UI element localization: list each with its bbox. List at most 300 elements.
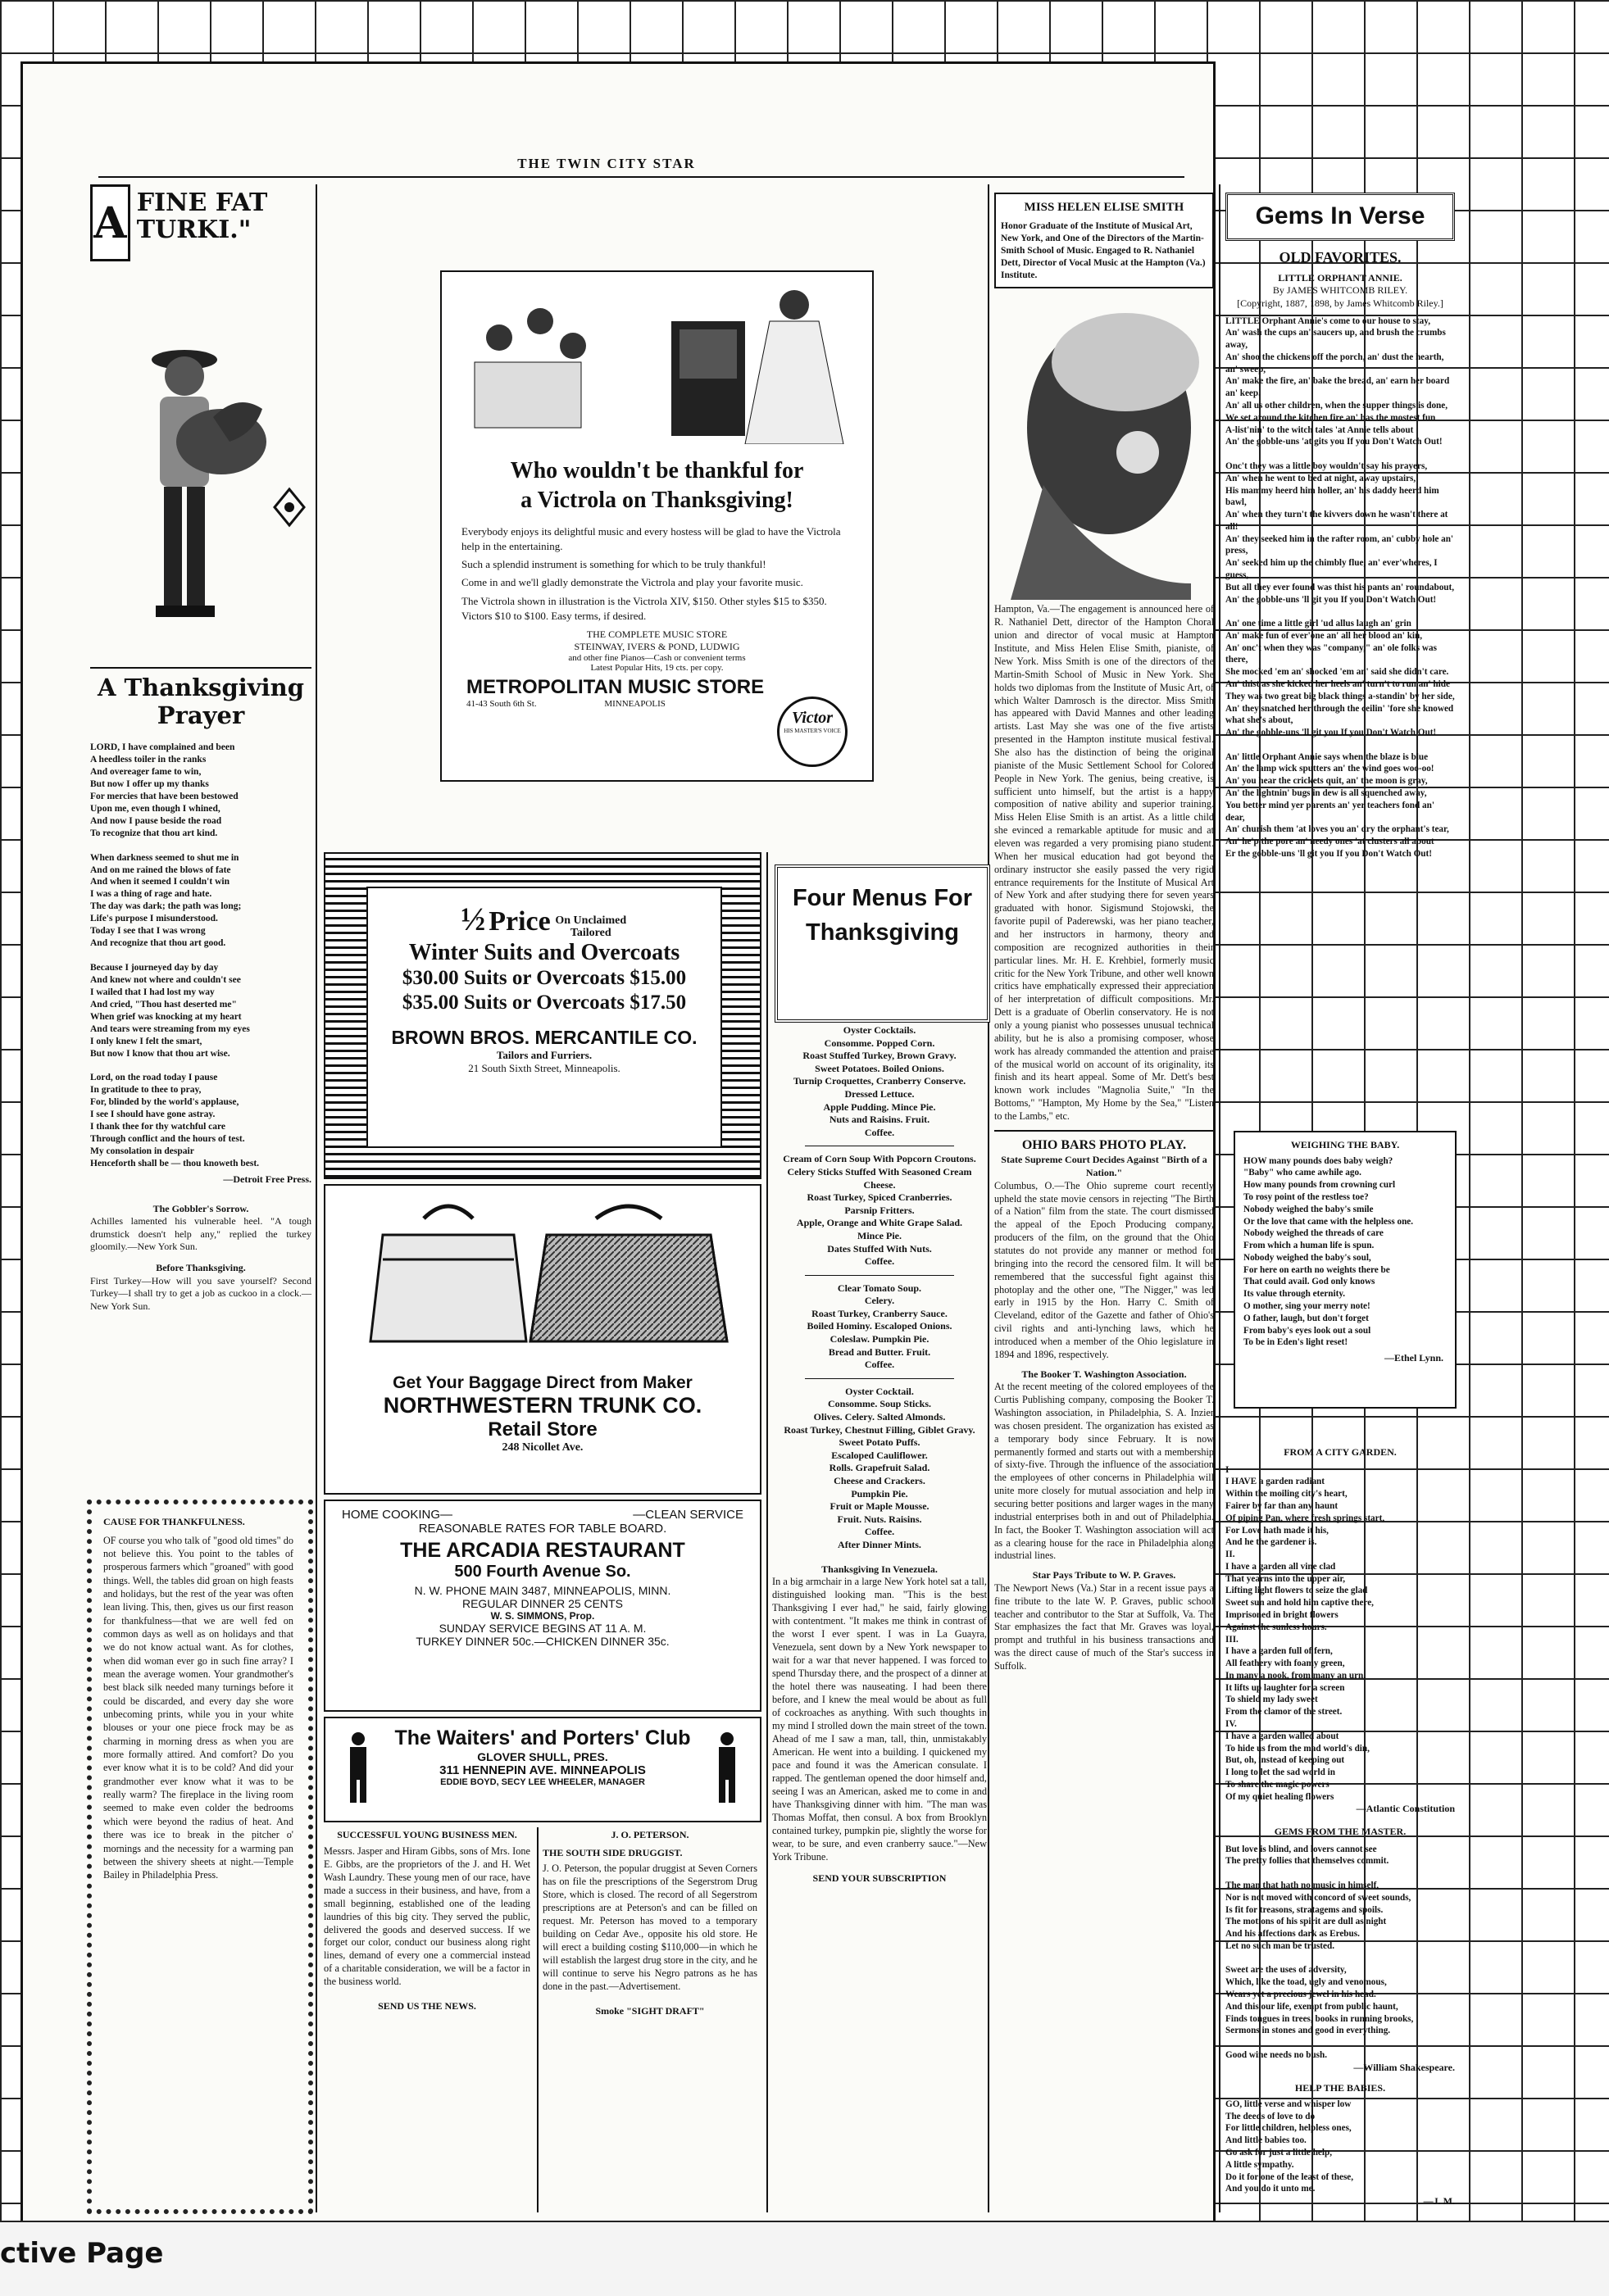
menu-4 — [772, 1386, 987, 1552]
prayer-credit: —Detroit Free Press. — [223, 1173, 311, 1185]
gems-master-credit: —William Shakespeare. — [1353, 2061, 1455, 2073]
poem-line: Of my quiet healing flowers — [1225, 1791, 1334, 1802]
poem-line: I — [1225, 1464, 1229, 1475]
poem-line: To rosy point of the restless toe? — [1243, 1191, 1369, 1202]
menu-item: Bread and Butter. Fruit. — [828, 1345, 931, 1358]
poem-line: You better mind yer parents an' yer teachers fond an' dear, — [1225, 800, 1434, 823]
sight-draft-footer: Smoke "SIGHT DRAFT" — [595, 2005, 705, 2017]
poem-line: In many a nook, from many an urn, — [1225, 1670, 1366, 1681]
poem-line: From which a human life is spun. — [1243, 1241, 1375, 1251]
venezuela-title: Thanksgiving In Venezuela. — [821, 1563, 938, 1575]
poem-line: But all they ever found was thist his pants an' roundabout, — [1225, 582, 1455, 592]
menus-title: Four Menus For Thanksgiving — [792, 885, 973, 946]
waiters-officers: EDDIE BOYD, SECY LEE WHEELER, MANAGER — [440, 1777, 645, 1787]
helen-caption-box — [994, 193, 1214, 288]
menu-item: Olives. Celery. Salted Almonds. — [813, 1411, 946, 1423]
arcadia-dinner: REGULAR DINNER 25 CENTS — [461, 1597, 624, 1610]
peterson-title: J. O. PETERSON. — [611, 1829, 689, 1840]
brown-bros-company: BROWN BROS. MERCANTILE CO. — [391, 1026, 698, 1048]
poem-line: An' the gobble-uns 'at gits you If you Don't Watch Out! — [1225, 437, 1443, 447]
poem-line: Of piping Pan, where fresh springs start, — [1225, 1513, 1385, 1523]
gems-sub: OLD FAVORITES. — [1279, 248, 1402, 265]
menu-item: Coleslaw. Pumpkin Pie. — [829, 1333, 929, 1345]
poem-line: Go ask for just a little help, — [1225, 2148, 1333, 2158]
poem-line: Nobody weighed the baby's smile — [1243, 1204, 1374, 1214]
poem-line: Do it for one of the least of these, — [1225, 2171, 1354, 2182]
prayer-line: For mercies that have been bestowed — [90, 791, 239, 801]
garden-credit: —Atlantic Constitution — [1356, 1803, 1455, 1815]
prayer-line: And now I pause beside the road — [90, 815, 222, 826]
prayer-line: When darkness seemed to shut me in — [90, 852, 239, 863]
poem-line: An' all us other children, when the supper things is done, — [1225, 401, 1448, 411]
waiters-name: The Waiters' and Porters' Club — [394, 1727, 691, 1749]
brown-bros-line-1: Winter Suits and Overcoats — [408, 939, 680, 965]
menu-item: Clear Tomato Soup. — [837, 1282, 922, 1294]
waiters-pres: GLOVER SHULL, PRES. — [477, 1750, 608, 1763]
waiter-figure-icon — [342, 1731, 375, 1804]
poem-line: Nobody weighed the threads of care — [1243, 1228, 1384, 1239]
poem-line: An' churish them 'at loves you an' dry the orphant's tear, — [1225, 824, 1449, 835]
column-5-lower — [1225, 1446, 1455, 2208]
helen-article: Hampton, Va.—The engagement is announced here of R. Nathaniel Dett, director of the Hampton Choral union and director of vocal music at Hampton Institute, and Miss Helen Elise Smith, pianiste, of New York. Miss Smith is one of the directors of the Martin-Smith School of Music in New York. She holds two diplomas from the Institute of Music Art, of which Walter Damrosch is the director. Miss Smith has appeared with David Mannes and other leading artists. Last May she was one of the five artists presented in the Hampton institute musical festival. She also has the distinction of being the original pianiste of the Music Settlement School for Colored People in New York. The genius, being creative, is sufficient unto himself, but the artist is a happy composition of native ability and superior training. Miss Helen Elise Smith is an artist. As a little child she evinced a remarkable aptitude for music and at eleven was regarded a very promising piano student. When her musical education had got beyond the ordinary instructor she easily passed the very rigid entrance requirements for the Institute of Musical Art of New York and after studying there for seven years graduated with honor. Sigismund Stojowski, the favorite pupil of Paderewski, was her piano teacher, and her instructors in harmony, theory and composition are recognized authorities in their particular lines. Mr. H. E. Krehbiel, formerly music critic for the New York Tribune, and other well known critics have emphatically expressed their appreciation of her interpretation of difficult compositions. Mr. Dett is a graduate of Oberlin conservatory. He is not only a young pianist who possesses unusual technical ability, but he is also a promising composer, whose work has already commanded the attention and praise of the musical world on account of its originality, its finish and its heart appeal. Some of Mr. Dett's best known work includes "Magnolia Suite," "In the Bottoms," "Hampton, My Home by the Sea," "Listen to the Lambs," etc. — [994, 603, 1214, 1122]
poem-line: All feathery with foamy green, — [1225, 1658, 1345, 1669]
poem-line: GO, little verse and whisper low — [1225, 2099, 1352, 2109]
prayer-line — [90, 1060, 311, 1073]
poem-line: Finds tongues in trees, books in running brooks, — [1225, 2013, 1414, 2024]
prayer-line: For, blinded by the world's applause, — [90, 1097, 239, 1108]
brown-bros-line-2: $30.00 Suits or Overcoats $15.00 — [402, 966, 687, 989]
poem-line: Fairer by far than any haunt — [1225, 1500, 1339, 1511]
baby-poem — [1235, 1152, 1455, 1353]
poem-line: An' you hear the crickets quit, an' the moon is gray, — [1225, 776, 1428, 787]
poem-line: The deeds of love to do — [1225, 2111, 1316, 2121]
poem-line: Nor is not moved with concord of sweet sounds, — [1225, 1892, 1411, 1903]
poem-line: To share the magic powers — [1225, 1779, 1329, 1790]
helen-caption: Honor Graduate of the Institute of Musical Art, New York, and One of the Directors of the Martin-Smith School of Music. Engaged to R. Nathaniel Dett, Director of Vocal Music at the Hampton (Va.) Institute. — [1001, 221, 1206, 280]
poem-line: And his affections dark as Erebus. — [1225, 1929, 1360, 1940]
menu-item: Apple, Orange and White Grape Salad. — [796, 1217, 963, 1229]
column-rule — [537, 1827, 539, 2212]
gems-title-box — [1225, 193, 1455, 241]
poem-line: Imprisoned in bright flowers — [1225, 1609, 1339, 1620]
menu-3 — [772, 1282, 987, 1372]
bottom-bar — [0, 2221, 1609, 2296]
poem-line: An' make fun of ever'one an' all her blood an' kin, — [1225, 630, 1423, 641]
poem-line: III. — [1225, 1634, 1239, 1645]
arcadia-rates: REASONABLE RATES FOR TABLE BOARD. — [418, 1522, 667, 1536]
prayer-line: The day was dark; the path was long; — [90, 901, 242, 912]
masthead-rule — [98, 176, 1184, 178]
arcadia-prop: W. S. SIMMONS, Prop. — [490, 1610, 595, 1622]
poem-line: An' make the fire, an' bake the bread, an' earn her board an' keep. — [1225, 376, 1450, 399]
prayer-line: I thank thee for thy watchful care — [90, 1122, 226, 1132]
poem-line: An' one time a little girl 'ud allus laugh an' grin — [1225, 619, 1411, 629]
poem-line: An' when he went to bed at night, away upstairs, — [1225, 473, 1416, 483]
prayer-line: A heedless toiler in the ranks — [90, 755, 207, 765]
poem-line — [1225, 1867, 1455, 1880]
waiters-club-ad — [324, 1717, 761, 1822]
victrola-body-paragraph: Such a splendid instrument is something for which to be truly thankful! — [461, 558, 766, 571]
poem-line: An' little Orphant Annie says when the blaze is blue — [1225, 751, 1429, 762]
poem-line: Is fit for treasons, stratagems and spoils. — [1225, 1904, 1384, 1915]
brown-bros-sub: Tailors and Furriers. — [496, 1048, 593, 1061]
thankfulness-text: OF course you who talk of "good old times" do not believe this. You point to the tables of prosperous farmers which "groaned" with good things. Well, the tables did groan on high feasts and holidays, but the rest of the year was often lean living. This, then, gives us our first reason for thankfulness—that we are well fed on common days as well as on holidays and that we do not know actual want. As for clothes, when did woman ever go in such fine array? I mean the average women. Your grandmother's best black silk needed many turnings before it could be discarded, and every day she wore unbecoming prints, while you in your white blouses or your one piece frock may be as charming in morning dress as when you are more formally attired. And comfort? Do you ever know what it is to be cold? And did your grandmother ever know what it was to be really warm? The fireplace in the living room seemed to make even colder the bedrooms which were beyond the radius of heat. And there was ice to break in the pitcher o' mornings and the necessity for a warming pan between the shivery sheets at night.—Temple Bailey in Philadelphia Press. — [103, 1534, 293, 1881]
poem-line: The man that hath no music in himself, — [1225, 1881, 1379, 1890]
poem-line: That yearns into the upper air, — [1225, 1573, 1346, 1584]
poem-line: Let no such man be trusted. — [1225, 1940, 1335, 1951]
menu-item: Roast Turkey, Chestnut Filling, Giblet Gravy. — [784, 1423, 975, 1436]
poem-line: An' when they turn't the kivvers down he wasn't there at all! — [1225, 510, 1448, 532]
poem-line: The pretty follies that themselves commit. — [1225, 1856, 1389, 1867]
menu-item: Parsnip Fritters. — [844, 1204, 915, 1216]
price-word: Price — [489, 906, 551, 937]
garden-title: FROM A CITY GARDEN. — [1284, 1446, 1397, 1458]
poem-line: An' the lightnin' bugs in dew is all squenched away, — [1225, 788, 1427, 799]
poem-line: Which, like the toad, ugly and venomous, — [1225, 1977, 1387, 1988]
victrola-body-paragraph: The Victrola shown in illustration is the Victrola XIV, $150. Other styles $15 to $350. Victors $10 to $100. Easy terms, if desired. — [461, 594, 827, 622]
poem-line: To be in Eden's light reset! — [1243, 1337, 1348, 1348]
poem-line: And little babies too. — [1225, 2135, 1307, 2146]
poem-line: And you do it unto me. — [1225, 2184, 1316, 2194]
poem-line: An' shoo the chickens off the porch, an' dust the hearth, an' sweep, — [1225, 352, 1444, 374]
trunk-line-1: Get Your Baggage Direct from Maker — [393, 1373, 693, 1392]
menu-item: Boiled Hominy. Escaloped Onions. — [807, 1320, 952, 1332]
menu-item: Cheese and Crackers. — [834, 1475, 925, 1486]
prayer-line: And on me rained the blows of fate — [90, 864, 231, 875]
arcadia-name: THE ARCADIA RESTAURANT — [400, 1539, 685, 1562]
menu-item: Roast Turkey, Spiced Cranberries. — [807, 1191, 952, 1204]
babies-credit: —J. M. — [1423, 2195, 1455, 2208]
prayer-line: Henceforth shall be — thou knoweth best. — [90, 1159, 260, 1169]
arcadia-sunday: SUNDAY SERVICE BEGINS AT 11 A. M. — [439, 1622, 647, 1635]
menu-item: Cream of Corn Soup With Popcorn Croutons. — [783, 1153, 976, 1165]
menu-item: Dressed Lettuce. — [844, 1087, 915, 1100]
graves-text: The Newport News (Va.) Star in a recent issue pays a fine tribute to the late W. P. Graves, public school teacher and contributor to the Star at Suffolk, Va. The Star emphasizes the fact that Mr. Graves was loyal, prompt and truthful in his business transactions and was the direct cause of much of the Star's success in Suffolk. — [994, 1581, 1214, 1672]
poem-line: I have a garden full of fern, — [1225, 1646, 1333, 1657]
column-5 — [1225, 193, 1455, 860]
menu-item: Celery. — [864, 1295, 895, 1307]
young-business-title: SUCCESSFUL YOUNG BUSINESS MEN. — [337, 1829, 517, 1840]
poem-line: An' they seeked him in the rafter room, an' cubby hole an' press, — [1225, 533, 1454, 556]
poem-line: Sermons in stones and good in everything. — [1225, 2026, 1391, 2036]
prayer-line: To recognize that thou art kind. — [90, 828, 218, 838]
decorative-initial: A — [90, 184, 130, 261]
babies-title: HELP THE BABIES. — [1294, 2082, 1386, 2094]
prayer-line: Today I see that I was wrong — [90, 926, 206, 937]
prayer-line: And tears were streaming from my eyes — [90, 1023, 250, 1034]
column-4 — [994, 193, 1214, 1673]
annie-title: LITTLE ORPHANT ANNIE. — [1278, 271, 1402, 284]
porter-figure-icon — [711, 1731, 743, 1804]
boy-with-turkey-illustration — [90, 261, 311, 655]
prayer-line: Because I journeyed day by day — [90, 963, 219, 973]
menu-item: Celery Sticks Stuffed With Seasoned Cream Cheese. — [787, 1165, 972, 1191]
poem-line: It lifts up laughter for a screen — [1225, 1682, 1345, 1693]
poem-line: His mammy heerd him holler, an' his daddy heerd him bawl, — [1225, 485, 1439, 508]
menus-list — [772, 1024, 987, 1885]
poem-line: An' onc't when they was "company," an' ole folks was there, — [1225, 642, 1437, 665]
poem-line: Er the gobble-uns 'll git you If you Don't Watch Out! — [1225, 848, 1432, 859]
annie-poem — [1225, 315, 1455, 860]
trunk-retail: Retail Store — [488, 1418, 598, 1441]
turkey-heading — [90, 184, 311, 261]
gobbler-text: Achilles lamented his vulnerable heel. "A tough drumstick doesn't help any," replied the turkey gloomily.—New York Sun. — [90, 1215, 311, 1253]
poem-line: Lifting light flowers to seize the glad — [1225, 1586, 1368, 1596]
menu-item: Coffee. — [864, 1359, 895, 1371]
gems-master-lines — [1225, 1844, 1455, 2062]
poem-line: To hide us from the mad world's din, — [1225, 1743, 1370, 1754]
menu-item: Fruit. Nuts. Raisins. — [837, 1513, 922, 1525]
gems-title: Gems In Verse — [1255, 202, 1425, 229]
metropolitan-address: 41-43 South 6th St. MINNEAPOLIS — [466, 698, 666, 709]
trunk-illustration — [325, 1186, 760, 1358]
menu-item: Sweet Potato Puffs. — [839, 1436, 920, 1449]
menu-item: Oyster Cocktails. — [843, 1024, 916, 1036]
victor-logo: Victor HIS MASTER'S VOICE — [777, 697, 848, 767]
booker-text: At the recent meeting of the colored employees of the Curtis Publishing company, composing the Booker T. Washington association, in Philadelphia, S. A. Inzier was chosen president. The organization has existed as a temporary body since February. It is now permanently formed and starts out with a membership of sixty-five. Through the influence of the association the employees of other concerns in Philadelphia will unite more closely for mutual association and help in securing better positions and larger wages in the many industrial enterprises both in and out of Philadelphia. In fact, the Booker T. Washington association will act as a clearing house for the race in Philadelphia along industrial lines. — [994, 1381, 1214, 1562]
prayer-line: Upon me, even though I whined, — [90, 803, 220, 814]
poem-line: They was two great big black things a-standin' by her side, — [1225, 691, 1455, 701]
brown-bros-line-3: $35.00 Suits or Overcoats $17.50 — [402, 991, 687, 1014]
poem-line: An' they snatched her through the ceilin' 'fore she knowed what she's about, — [1225, 703, 1454, 726]
poem-line — [1225, 1953, 1455, 1965]
poem-line: A-list'nin' to the witch tales 'at Annie tells about — [1225, 424, 1414, 435]
victrola-illustration — [442, 272, 872, 444]
trunk-ad — [324, 1184, 761, 1495]
poem-line: Sweet are the uses of adversity, — [1225, 1965, 1347, 1976]
ohio-text: Columbus, O.—The Ohio supreme court recently upheld the state movie censors in rejecting "The Birth of a Nation" film from the state. The court dismissed the appeal of the Epoch Producing company, producers of the film, on the ground that the Ohio statutes do not provide any manner or method for bringing into the record the censored film. It will be remembered that the successful fight against this photoplay and the other one, "The Nigger," was led early in 1915 by the Hon. Harry C. Smith of Cleveland, editor of the Gazette and father of Ohio's civil rights and anti-lynching laws, which he introduced when a member of the Ohio legislature in 1894 and 1896, respectively. — [994, 1179, 1214, 1360]
menu-item: Fruit or Maple Mousse. — [829, 1500, 929, 1513]
prayer-title: A Thanksgiving Prayer — [90, 667, 311, 731]
poem-line: O mother, sing your merry note! — [1243, 1300, 1370, 1311]
menu-item: Nuts and Raisins. Fruit. — [829, 1114, 930, 1126]
column-rule — [988, 184, 989, 2212]
prayer-line: I only knew I felt the smart, — [90, 1036, 202, 1046]
poem-line: But, oh, instead of keeping out — [1225, 1755, 1345, 1766]
poem-line: Against the sunless hours. — [1225, 1622, 1327, 1632]
victrola-headline-2: a Victrola on Thanksgiving! — [520, 488, 793, 514]
prayer-line: I wailed that I had lost my way — [90, 987, 215, 997]
menu-item: Mince Pie. — [857, 1229, 902, 1241]
peterson-article — [543, 1829, 757, 2018]
victrola-body-paragraph: Everybody enjoys its delightful music and every hostess will be glad to have the Victrola help in the entertaining. — [461, 524, 841, 552]
annie-copyright: [Copyright, 1887, 1898, by James Whitcomb Riley.] — [1237, 297, 1443, 309]
prayer-line — [90, 950, 311, 962]
menu-2 — [772, 1153, 987, 1268]
victrola-ad — [440, 270, 874, 782]
thankfulness-article — [103, 1516, 293, 1882]
prayer-line: Through conflict and the hours of test. — [90, 1134, 245, 1145]
poem-line: For little children, helpless ones, — [1225, 2123, 1352, 2134]
gobbler-title: The Gobbler's Sorrow. — [152, 1202, 249, 1214]
victrola-body-paragraph: Come in and we'll gladly demonstrate the Victrola and play your favorite music. — [461, 576, 803, 589]
poem-line — [1225, 606, 1455, 618]
masthead: THE TWIN CITY STAR — [517, 156, 696, 171]
annie-by: By JAMES WHITCOMB RILEY. — [1272, 284, 1408, 297]
poem-line: A little sympathy. — [1225, 2159, 1294, 2170]
subscription-footer: SEND YOUR SUBSCRIPTION — [812, 1872, 947, 1884]
brown-bros-address: 21 South Sixth Street, Minneapolis. — [468, 1061, 620, 1074]
trunk-address: 248 Nicollet Ave. — [502, 1441, 584, 1454]
poem-line: And he the gardener is. — [1225, 1537, 1317, 1548]
prayer-line: I see I should have gone astray. — [90, 1109, 216, 1120]
babies-lines — [1225, 2099, 1455, 2195]
menu-item: Coffee. — [864, 1255, 895, 1268]
menu-item: Consomme. Popped Corn. — [824, 1037, 935, 1049]
menu-item: Turnip Croquettes, Cranberry Conserve. — [793, 1075, 966, 1087]
poem-line: LITTLE Orphant Annie's come to our house to stay, — [1225, 315, 1430, 326]
menu-item: Dates Stuffed With Nuts. — [827, 1242, 932, 1255]
poem-line: She mocked 'em an' shocked 'em an' said she didn't care. — [1225, 667, 1449, 678]
menu-item: Escaloped Cauliflower. — [831, 1449, 928, 1461]
poem-line: "Baby" who came awhile ago. — [1243, 1168, 1361, 1178]
poem-line: Within the moiling city's heart, — [1225, 1489, 1348, 1500]
victrola-body — [442, 516, 872, 624]
half-price-fraction: ½ — [461, 901, 486, 937]
prayer-line: LORD, I have complained and been — [90, 742, 235, 753]
menu-item: Coffee. — [864, 1526, 895, 1538]
poem-line: Good wine needs no bush. — [1225, 2049, 1328, 2060]
menu-item: Apple Pudding. Mince Pie. — [823, 1100, 936, 1113]
arcadia-turkey: TURKEY DINNER 50c.—CHICKEN DINNER 35c. — [416, 1635, 670, 1648]
poem-line: I HAVE a garden radiant — [1225, 1477, 1325, 1487]
poem-line: To shield my lady sweet — [1225, 1695, 1318, 1705]
poem-line: I long to let the sad world in — [1225, 1767, 1335, 1778]
menu-item: Rolls. Grapefruit Salad. — [829, 1462, 930, 1474]
poem-line: IV. — [1225, 1719, 1237, 1729]
prayer-line: And when it seemed I couldn't win — [90, 877, 230, 887]
before-title: Before Thanksgiving. — [156, 1261, 246, 1273]
prayer-line — [90, 840, 311, 852]
poem-line: And this our life, exempt from public haunt, — [1225, 2001, 1398, 2012]
column-rule — [1219, 184, 1220, 2212]
brown-bros-inner — [366, 887, 722, 1148]
peterson-sub: THE SOUTH SIDE DRUGGIST. — [543, 1846, 683, 1858]
poem-line: How many pounds from crowning curl — [1243, 1180, 1396, 1191]
victrola-headline-1: Who wouldn't be thankful for — [510, 458, 804, 483]
column-rule — [766, 852, 768, 2212]
young-business-text: Messrs. Jasper and Hiram Gibbs, sons of Mrs. Ione E. Gibbs, are the proprietors of the J. and H. Wet Wash Laundry. These young men of our race, have made a success in their business, and have, from a small beginning, established one of the leading laundries of this big city. They served the public, delivered the goods and deserved success. If we forget our color, conduct our business along right lines, demand of every one a commercial instead of a charitable consideration, we will be a factor in the business world. — [324, 1845, 530, 1988]
menu-item: Coffee. — [864, 1126, 895, 1138]
menu-item: Roast Stuffed Turkey, Brown Gravy. — [802, 1050, 957, 1062]
venezuela-text: In a big armchair in a large New York hotel sat a tall, distinguished looking man. "This is the best Thanksgiving I ever had," he said, fairly glowing with contentment. "It makes me think in contrast of the worst I ever spent. I was in La Guayra, Venezuela, sent down by a New York newspaper to wait for a war that never happened. I was forced to spend Thursday there, and the prospect of a dinner at the hotel there was nauseating. I had been there before, and I knew the meal would be about as full of cockroaches as anything. With such thoughts in my mind I strolled down the main street of the town. Ahead of me I saw a man, tall, thin, unmistakably American. He went into a building. I quickened my pace and found it was the American consulate. I rapped. The gentleman opened the door himself and, seeing I was an American, asked me to come in and have Thanksgiving dinner with him. "The man was Thomas Moffat, then consul. A box from Brooklyn contained turkey, pumpkin pie, slightly the worse for wear, to be sure, and even cranberry sauce."—New York Tribune. — [772, 1576, 987, 1863]
menu-item: Consomme. Soup Sticks. — [827, 1398, 932, 1410]
poem-line: For here on earth no weights there be — [1243, 1264, 1390, 1275]
column-rule — [316, 184, 317, 2212]
poem-line: Nobody weighed the baby's soul, — [1243, 1252, 1371, 1263]
menus-title-box — [775, 864, 990, 1023]
victrola-store-line-3: and other fine Pianos—Cash or convenient terms — [568, 652, 746, 663]
poem-line: That could avail. God only knows — [1243, 1277, 1375, 1287]
unclaimed-label: On Unclaimed Tailored — [555, 914, 627, 940]
column-1 — [90, 184, 311, 1313]
young-business-article — [324, 1829, 530, 2013]
baby-credit: —Ethel Lynn. — [1384, 1352, 1443, 1364]
booker-title: The Booker T. Washington Association. — [1021, 1368, 1187, 1380]
poem-line: II. — [1225, 1550, 1235, 1560]
helen-portrait-illustration — [994, 288, 1214, 600]
menu-item: Pumpkin Pie. — [851, 1487, 908, 1500]
baby-box — [1234, 1131, 1457, 1409]
arcadia-address: 500 Fourth Avenue So. — [454, 1563, 631, 1581]
poem-line: An' the lamp wick sputters an' the wind goes woo-oo! — [1225, 764, 1434, 774]
poem-line: An' wash the cups an' saucers up, and brush the crumbs away, — [1225, 328, 1446, 351]
graves-title: Star Pays Tribute to W. P. Graves. — [1032, 1569, 1176, 1581]
metropolitan-store-name: METROPOLITAN MUSIC STORE — [466, 675, 765, 698]
prayer-line: When grief was knocking at my heart — [90, 1011, 242, 1022]
peterson-text: J. O. Peterson, the popular druggist at Seven Corners has on file the prescriptions of the Segerstrom Drug Store, which is closed. The record of all Segerstrom prescriptions are at Peterson's and can be filled on request. Mr. Peterson has moved to a temporary building on Cedar Ave., opposite his old store. He will erect a building costing $110,000—in which he will establish the largest drug store in the city, and he will continue to serve his Negro patrons as he has done in the past.—Advertisement. — [543, 1863, 757, 1993]
poem-line: Wears yet a precious jewel in his head. — [1225, 1990, 1376, 2000]
ohio-sub: State Supreme Court Decides Against "Birth of a Nation." — [1001, 1154, 1207, 1179]
menu-1 — [772, 1024, 987, 1139]
poem-line: For Love hath made it his, — [1225, 1525, 1329, 1536]
poem-line — [1225, 448, 1455, 461]
prayer-line: And cried, "Thou hast deserted me" — [90, 999, 237, 1010]
prayer-line: I was a thing of rage and hate. — [90, 889, 212, 900]
arcadia-ad — [324, 1500, 761, 1712]
poem-line: I have a garden walled about — [1225, 1731, 1339, 1741]
poem-line: From the clamor of the street. — [1225, 1707, 1343, 1717]
poem-line: Its value through eternity. — [1243, 1289, 1346, 1300]
send-news-footer: SEND US THE NEWS. — [378, 2000, 476, 2012]
prayer-line: But now I offer up my thanks — [90, 778, 209, 789]
arcadia-home: HOME COOKING— — [342, 1508, 453, 1522]
menu-item: Roast Turkey, Cranberry Sauce. — [811, 1307, 948, 1319]
baby-title: WEIGHING THE BABY. — [1290, 1139, 1400, 1150]
poem-line: An' the gobble-uns 'll git you If you Don't Watch Out! — [1225, 594, 1437, 605]
victrola-store-line-1: THE COMPLETE MUSIC STORE — [586, 628, 728, 640]
trunk-company: NORTHWESTERN TRUNK CO. — [383, 1393, 702, 1418]
prayer-line: My consolation in despair — [90, 1146, 194, 1157]
prayer-line: In gratitude to thee to pray, — [90, 1085, 202, 1096]
poem-line: HOW many pounds does baby weigh? — [1243, 1155, 1393, 1166]
poem-line: But love is blind, and lovers cannot see — [1225, 1844, 1377, 1854]
prayer-poem — [90, 742, 311, 1170]
victrola-store-line-2: STEINWAY, IVERS & POND, LUDWIG — [574, 640, 740, 652]
arcadia-clean: —CLEAN SERVICE — [633, 1508, 743, 1522]
poem-line: We set around the kitchen fire an' has the mostest fun — [1225, 412, 1436, 423]
brown-bros-ad — [324, 852, 761, 1179]
before-text: First Turkey—How will you save yourself? Second Turkey—I shall try to get a job as cuckoo in a clock.—New York Sun. — [90, 1274, 311, 1312]
poem-line: I have a garden all vine clad — [1225, 1561, 1336, 1572]
prayer-line: Lord, on the road today I pause — [90, 1073, 218, 1083]
turkey-title: FINE FAT TURKI." — [136, 188, 268, 244]
victrola-store-line-4: Latest Popular Hits, 19 cts. per copy. — [590, 662, 724, 673]
poem-line: Sweet sun and hold him captive there, — [1225, 1598, 1374, 1609]
helen-name: MISS HELEN ELISE SMITH — [1024, 201, 1184, 214]
menu-item: Oyster Cocktail. — [845, 1385, 914, 1397]
poem-line: An' thist as she kicked her heels an' turn't to run an' hide — [1225, 679, 1450, 690]
gems-master-title: GEMS FROM THE MASTER. — [1274, 1826, 1407, 1838]
menu-item: Sweet Potatoes. Boiled Onions. — [815, 1062, 944, 1074]
poem-line: From baby's eyes look out a soul — [1243, 1325, 1371, 1336]
poem-line: An' the gobble-uns 'll git you If you Don't Watch Out! — [1225, 728, 1437, 738]
poem-line: The motions of his spirit are dull as night — [1225, 1917, 1387, 1927]
garden-poem — [1225, 1464, 1455, 1804]
poem-line: Onc't they was a little boy wouldn't say his prayers, — [1225, 461, 1428, 471]
poem-line: O father, laugh, but don't forget — [1243, 1313, 1369, 1323]
prayer-line: And overeager fame to win, — [90, 767, 202, 778]
thankfulness-heading: CAUSE FOR THANKFULNESS. — [103, 1516, 245, 1527]
poem-line: An' seeked him up the chimbly flue, an' ever'wheres, I guess, — [1225, 558, 1438, 580]
prayer-line: And knew not where and couldn't see — [90, 974, 241, 985]
prayer-line: Life's purpose I misunderstood. — [90, 914, 218, 924]
menu-item: After Dinner Mints. — [838, 1538, 921, 1550]
poem-line: Or the love that came with the helpless one. — [1243, 1216, 1414, 1227]
prayer-line: And recognize that thou art good. — [90, 938, 226, 949]
waiters-address: 311 HENNEPIN AVE. MINNEAPOLIS — [439, 1763, 646, 1777]
prayer-line: But now I know that thou art wise. — [90, 1048, 230, 1059]
